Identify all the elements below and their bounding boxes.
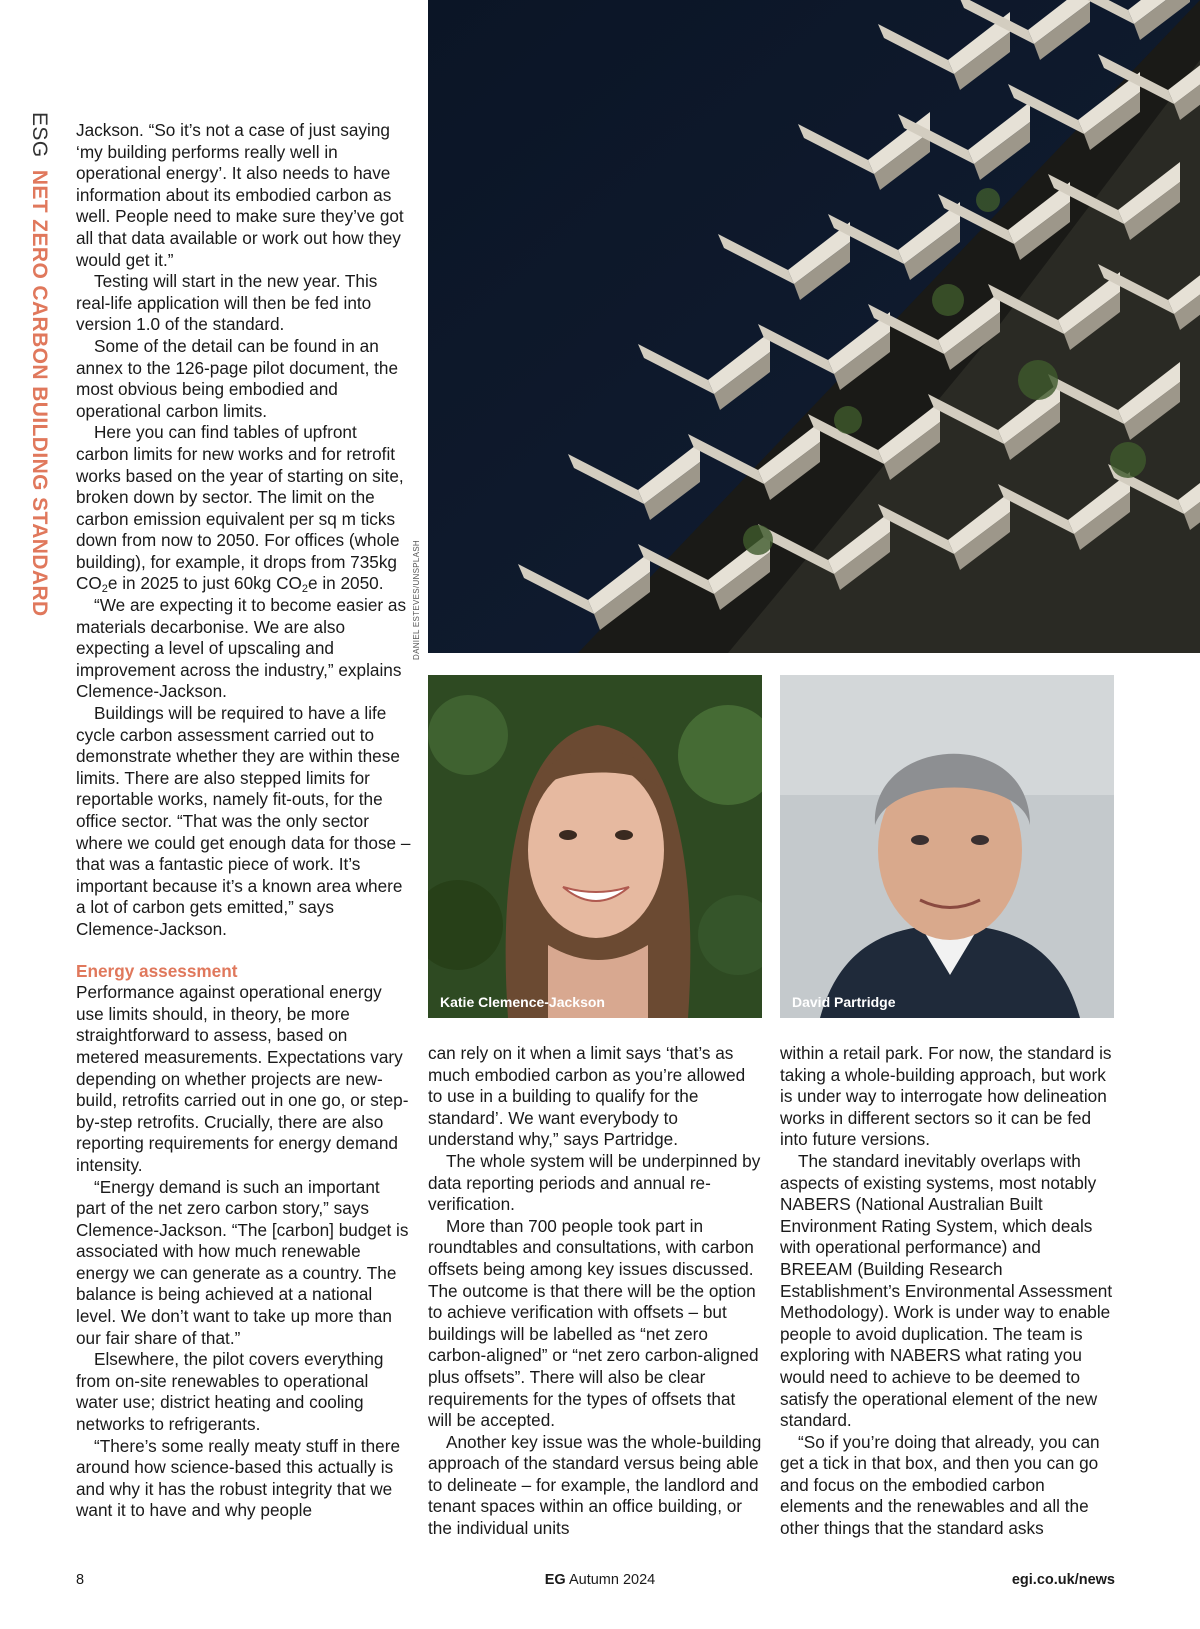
page-footer <box>0 1572 1200 1594</box>
paragraph: Buildings will be required to have a life cycle carbon assessment carried out to demonstrate whether they are within these limits. There are also stepped limits for reportable works, namely fit-outs, for the office sector. “That was the only sector where we could get enough data for those – that was a fantastic piece of work. It’s important because it’s a known area where a lot of carbon gets emitted,” says Clemence-Jackson. <box>76 703 411 939</box>
issue-label: Autumn 2024 <box>568 1572 656 1588</box>
caption-katie: Katie Clemence-Jackson <box>440 994 605 1010</box>
section-title: NET ZERO CARBON BUILDING STANDARD <box>28 169 51 617</box>
paragraph: Testing will start in the new year. This real-life application will then be fed into version 1.0 of the standard. <box>76 271 378 335</box>
section-label <box>26 112 51 617</box>
paragraph: within a retail park. For now, the standard is taking a whole-building approach, but work is under way to interrogate how delineation works in different sectors so it can be fed into future versions. <box>780 1043 1112 1150</box>
paragraph: Jackson. “So it’s not a case of just saying ‘my building performs really well in operational energy’. It also needs to have information about its embodied carbon as well. People need to make sure they’ve got all that data available or work out how they would get it.” <box>76 120 404 270</box>
paragraph: Elsewhere, the pilot covers everything from on-site renewables to operational water use; district heating and cooling networks to refrigerants. <box>76 1349 384 1435</box>
paragraph: The standard inevitably overlaps with aspects of existing systems, most notably NABERS (National Australian Built Environment Rating System, which deals with operational performance) and BREEAM (Building Research Establishment’s Environmental Assessment Methodology). Work is under way to enable people to avoid duplication. The team is exploring with NABERS what rating you would need to achieve to be deemed to satisfy the operational element of the new standard. <box>780 1150 1113 1431</box>
paragraph: “Energy demand is such an important part of the net zero carbon story,” says Clemence-Jackson. “The [carbon] budget is associated with how much renewable energy we can generate as a country. The balance is being achieved at a national level. We don’t want to take up more than our fair share of that.” <box>76 1176 409 1348</box>
paragraph: “So if you’re doing that already, you can get a tick in that box, and then you can go and focus on the embodied carbon elements and the renewables and all the other things that the standard asks <box>780 1431 1100 1539</box>
page-number: 8 <box>76 1572 85 1588</box>
paragraph-co2: Here you can find tables of upfront carbon limits for new works and for retrofit works based on the year of starting on site, broken down by sector. The limit on the carbon emission equivalent per sq m ticks down from now to 2050. For offices (whole building), for example, it drops from 735kg $CO_2e$ in 2025 to just 60kg $CO_2e$ in 2050. <box>76 422 404 596</box>
article-column-3 <box>780 1043 1115 1540</box>
paragraph: The whole system will be underpinned by data reporting periods and annual re-verification. <box>428 1150 761 1215</box>
photo-credit: DANIEL ESTEVES/UNSPLASH <box>412 540 421 660</box>
building-illustration <box>428 0 1200 653</box>
magazine-name: EG <box>544 1572 566 1588</box>
portrait-david-illustration <box>780 675 1114 1018</box>
portrait-katie-illustration <box>428 675 762 1018</box>
hero-photo <box>428 0 1200 653</box>
article-column-1 <box>76 120 411 1522</box>
paragraph: “There’s some really meaty stuff in there around how science-based this actually is and why it has the robust integrity that we want it to have and why people <box>76 1435 401 1521</box>
portrait-katie <box>428 675 762 1018</box>
paragraph: can rely on it when a limit says ‘that’s as much embodied carbon as you’re allowed to use in a building to qualify for the standard’. We want everybody to understand why,” says Partridge. <box>428 1043 746 1150</box>
paragraph: More than 700 people took part in roundtables and consultations, with carbon offsets being among key issues discussed. The outcome is that there will be the option to achieve verification with offsets – but buildings will be labelled as “net zero carbon-aligned” or “net zero carbon-aligned plus offsets”. There will also be clear requirements for the types of offsets that will be accepted. <box>428 1215 759 1431</box>
paragraph: “We are expecting it to become easier as materials decarbonise. We are also expecting a level of upscaling and improvement across the industry,” explains Clemence-Jackson. <box>76 595 407 702</box>
section-tag: ESG <box>28 112 51 158</box>
portrait-david <box>780 675 1114 1018</box>
article-column-2 <box>428 1043 763 1540</box>
caption-david: David Partridge <box>792 994 896 1010</box>
paragraph: Another key issue was the whole-building approach of the standard versus being able to delineate – for example, the landlord and tenant spaces within an office building, or the individual units <box>428 1431 762 1539</box>
subheading: Energy assessment <box>76 960 238 981</box>
paragraph: Some of the detail can be found in an annex to the 126-page pilot document, the most obvious being embodied and operational carbon limits. <box>76 335 399 421</box>
website-url: egi.co.uk/news <box>1011 1572 1115 1588</box>
paragraph: Performance against operational energy use limits should, in theory, be more straightforward to assess, based on metered measurements. Expectations vary depending on whether projects are new-build, retrofits carried out in one go, or step-by-step retrofits. Crucially, there are also reporting requirements for energy demand intensity. <box>76 982 409 1175</box>
